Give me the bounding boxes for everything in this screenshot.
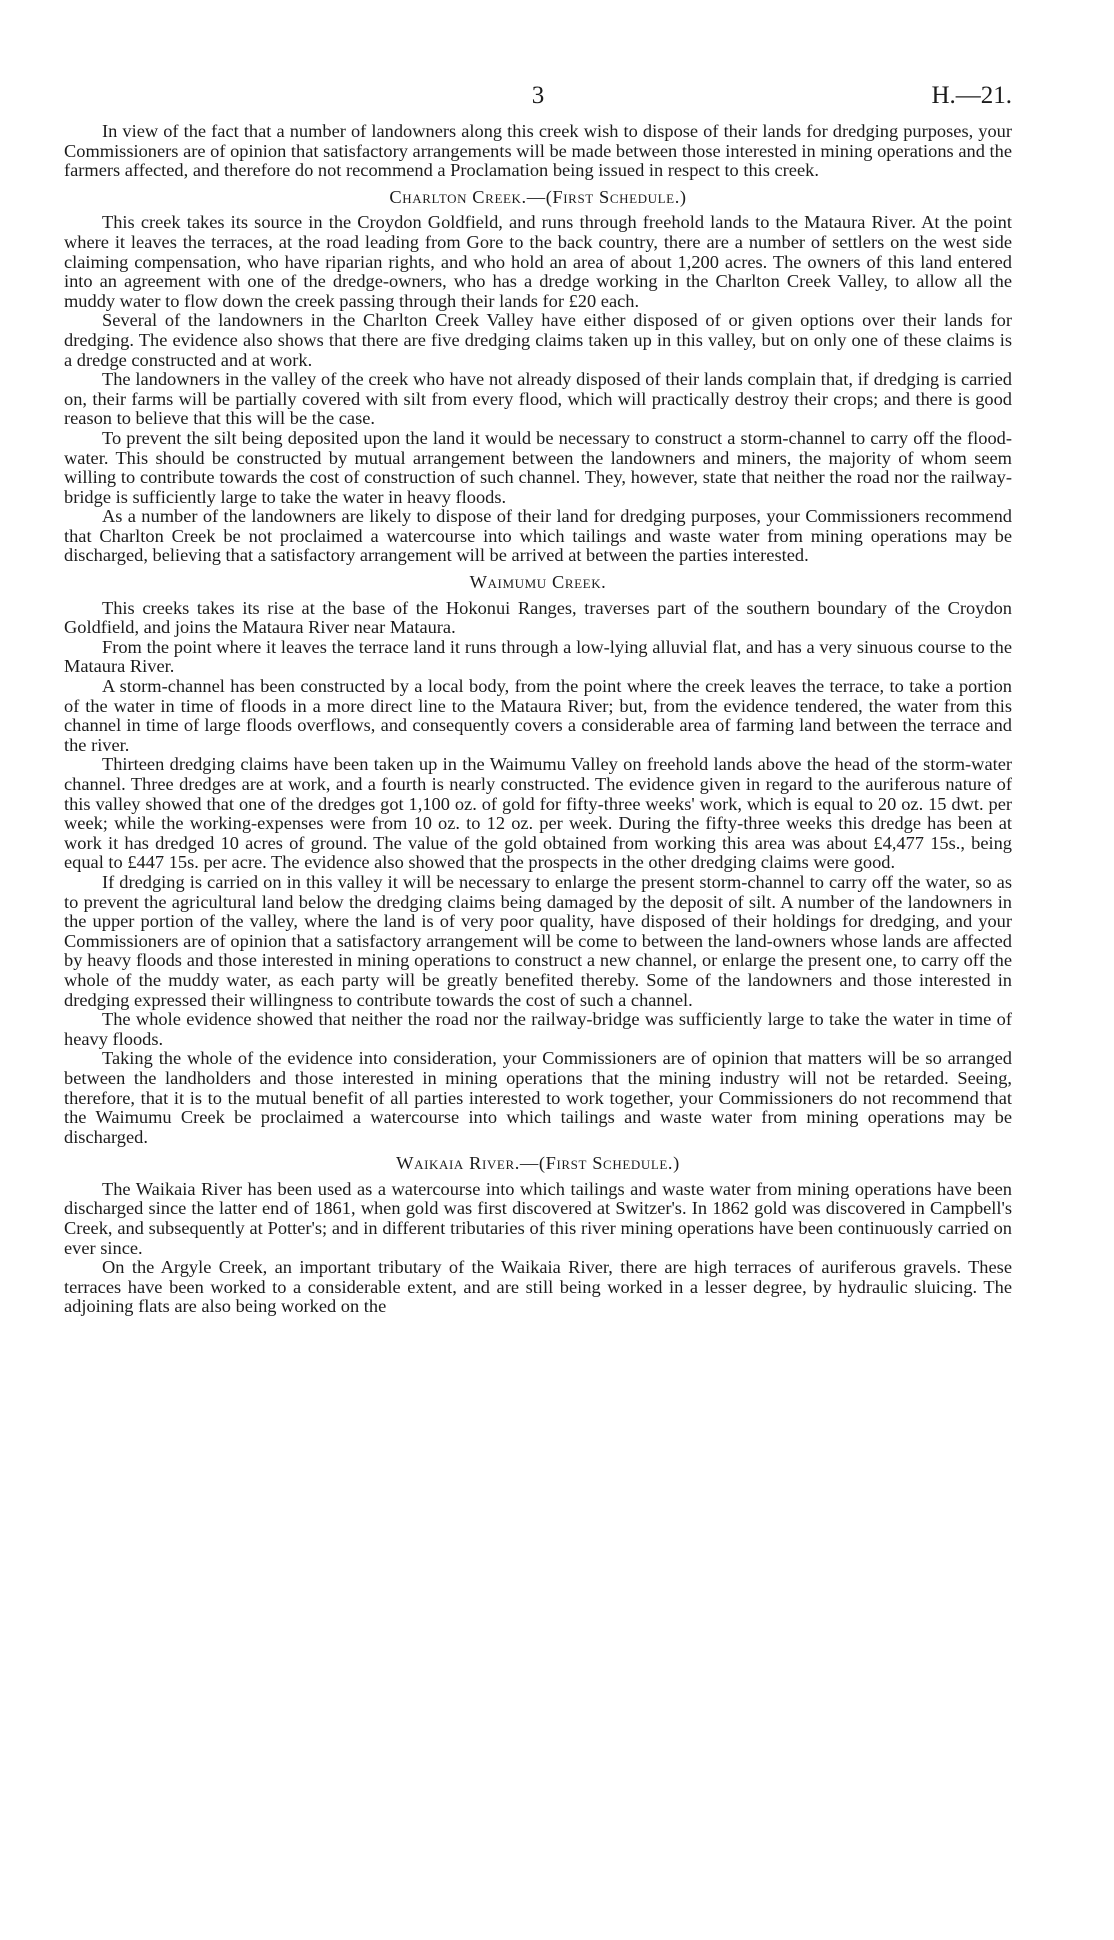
page <box>64 82 1012 1317</box>
paragraph: On the Argyle Creek, an important tributary of the Waikaia River, there are high terraces of auriferous gravels. These terraces have been worked to a considerable extent, and are still being worked in a lesser degree, by hydraulic sluicing. The adjoining flats are also being worked on the <box>64 1257 1012 1317</box>
paragraph: The Waikaia River has been used as a watercourse into which tailings and waste water from mining operations have been discharged since the latter end of 1861, when gold was first discovered at Switzer's. In 1862 gold was discovered in Campbell's Creek, and subsequently at Potter's; and in different tributaries of this river mining operations have been continuously carried on ever since. <box>64 1178 1012 1258</box>
paragraph: A storm-channel has been constructed by a local body, from the point where the creek leaves the terrace, to take a portion of the water in time of floods in a more direct line to the Mataura River; but, from the evidence tendered, the water from this channel in time of large floods overflows, and consequently covers a considerable area of farming land between the terrace and the river. <box>64 676 1012 755</box>
paragraph: The landowners in the valley of the creek who have not already disposed of their lands complain that, if dredging is carried on, their farms will be partially covered with silt from every flood, which will practically destroy their crops; and there is good reason to believe that this will be the case. <box>64 369 1012 429</box>
paragraph: This creeks takes its rise at the base of the Hokonui Ranges, traverses part of the southern boundary of the Croydon Goldfield, and joins the Mataura River near Mataura. <box>64 597 1012 638</box>
section-heading-waimumu-creek: Waimumu Creek. <box>469 572 607 593</box>
page-body <box>64 122 1012 1317</box>
section-heading-charlton-creek: Charlton Creek.—(First Schedule.) <box>389 186 687 207</box>
document-reference: H.—21. <box>931 82 1012 109</box>
paragraph: Several of the landowners in the Charlton Creek Valley have either disposed of or given options over their lands for dredging. The evidence also shows that there are five dredging claims taken up in this valley, but on only one of these claims is a dredge constructed and at work. <box>64 310 1012 370</box>
page-number: 3 <box>531 82 545 109</box>
paragraph: From the point where it leaves the terrace land it runs through a low-lying alluvial flat, and has a very sinuous course to the Mataura River. <box>64 636 1012 677</box>
paragraph: To prevent the silt being deposited upon the land it would be necessary to construct a storm-channel to carry off the flood-water. This should be constructed by mutual arrangement between the landowners and miners, the majority of whom seem willing to contribute towards the cost of construction of such channel. They, however, state that neither the road nor the railway-bridge is sufficiently large to take the water in heavy floods. <box>64 427 1012 507</box>
paragraph: The whole evidence showed that neither the road nor the railway-bridge was sufficiently large to take the water in time of heavy floods. <box>64 1009 1012 1049</box>
paragraph: As a number of the landowners are likely to dispose of their land for dredging purposes, your Commissioners recommend that Charlton Creek be not proclaimed a watercourse into which tailings and waste water from mining operations may be discharged, believing that a satisfactory arrangement will be arrived at between the parties interested. <box>64 506 1012 566</box>
paragraph: Taking the whole of the evidence into consideration, your Commissioners are of opinion that matters will be so arranged between the landholders and those interested in mining operations that the mining industry will not be retarded. Seeing, therefore, that it is to the mutual benefit of all parties interested to work together, your Commissioners do not recommend that the Waimumu Creek be proclaimed a watercourse into which tailings and waste water from mining operations may be discharged. <box>64 1048 1012 1147</box>
section-heading-waikaia-river: Waikaia River.—(First Schedule.) <box>396 1153 680 1174</box>
paragraph: This creek takes its source in the Croydon Goldfield, and runs through freehold lands to the Mataura River. At the point where it leaves the terraces, at the road leading from Gore to the back country, there are a number of settlers on the west side claiming compensation, who have riparian rights, and who hold an area of about 1,200 acres. The owners of this land entered into an agreement with one of the dredge-owners, who has a dredge working in the Charlton Creek Valley, to allow all the muddy water to flow down the creek passing through their lands for £20 each. <box>64 212 1012 311</box>
paragraph: If dredging is carried on in this valley it will be necessary to enlarge the present storm-channel to carry off the water, so as to prevent the agricultural land below the dredging claims being damaged by the deposit of silt. A number of the landowners in the upper portion of the valley, where the land is of very poor quality, have disposed of their holdings for dredging, and your Commissioners are of opinion that a satisfactory arrangement will be come to between the land-owners whose lands are affected by heavy floods and those interested in mining operations to construct a new channel, or enlarge the present one, to carry off the whole of the muddy water, as each party will be greatly benefited thereby. Some of the landowners and those interested in dredging expressed their willingness to contribute towards the cost of such a channel. <box>64 871 1012 1010</box>
paragraph: In view of the fact that a number of landowners along this creek wish to dispose of their lands for dredging purposes, your Commissioners are of opinion that satisfactory arrangements will be made between those interested in mining operations and the farmers affected, and therefore do not recommend a Proclamation being issued in respect to this creek. <box>64 121 1012 181</box>
page-header <box>64 82 1012 122</box>
paragraph: Thirteen dredging claims have been taken up in the Waimumu Valley on freehold lands above the head of the storm-water channel. Three dredges are at work, and a fourth is nearly constructed. The evidence given in regard to the auriferous nature of this valley showed that one of the dredges got 1,100 oz. of gold for fifty-three weeks' work, which is equal to 20 oz. 15 dwt. per week; while the working-expenses were from 10 oz. to 12 oz. per week. During the fifty-three weeks this dredge has been at work it has dredged 10 acres of ground. The value of the gold obtained from working this area was about £4,477 15s., being equal to £447 15s. per acre. The evidence also showed that the prospects in the other dredging claims were good. <box>64 754 1012 873</box>
